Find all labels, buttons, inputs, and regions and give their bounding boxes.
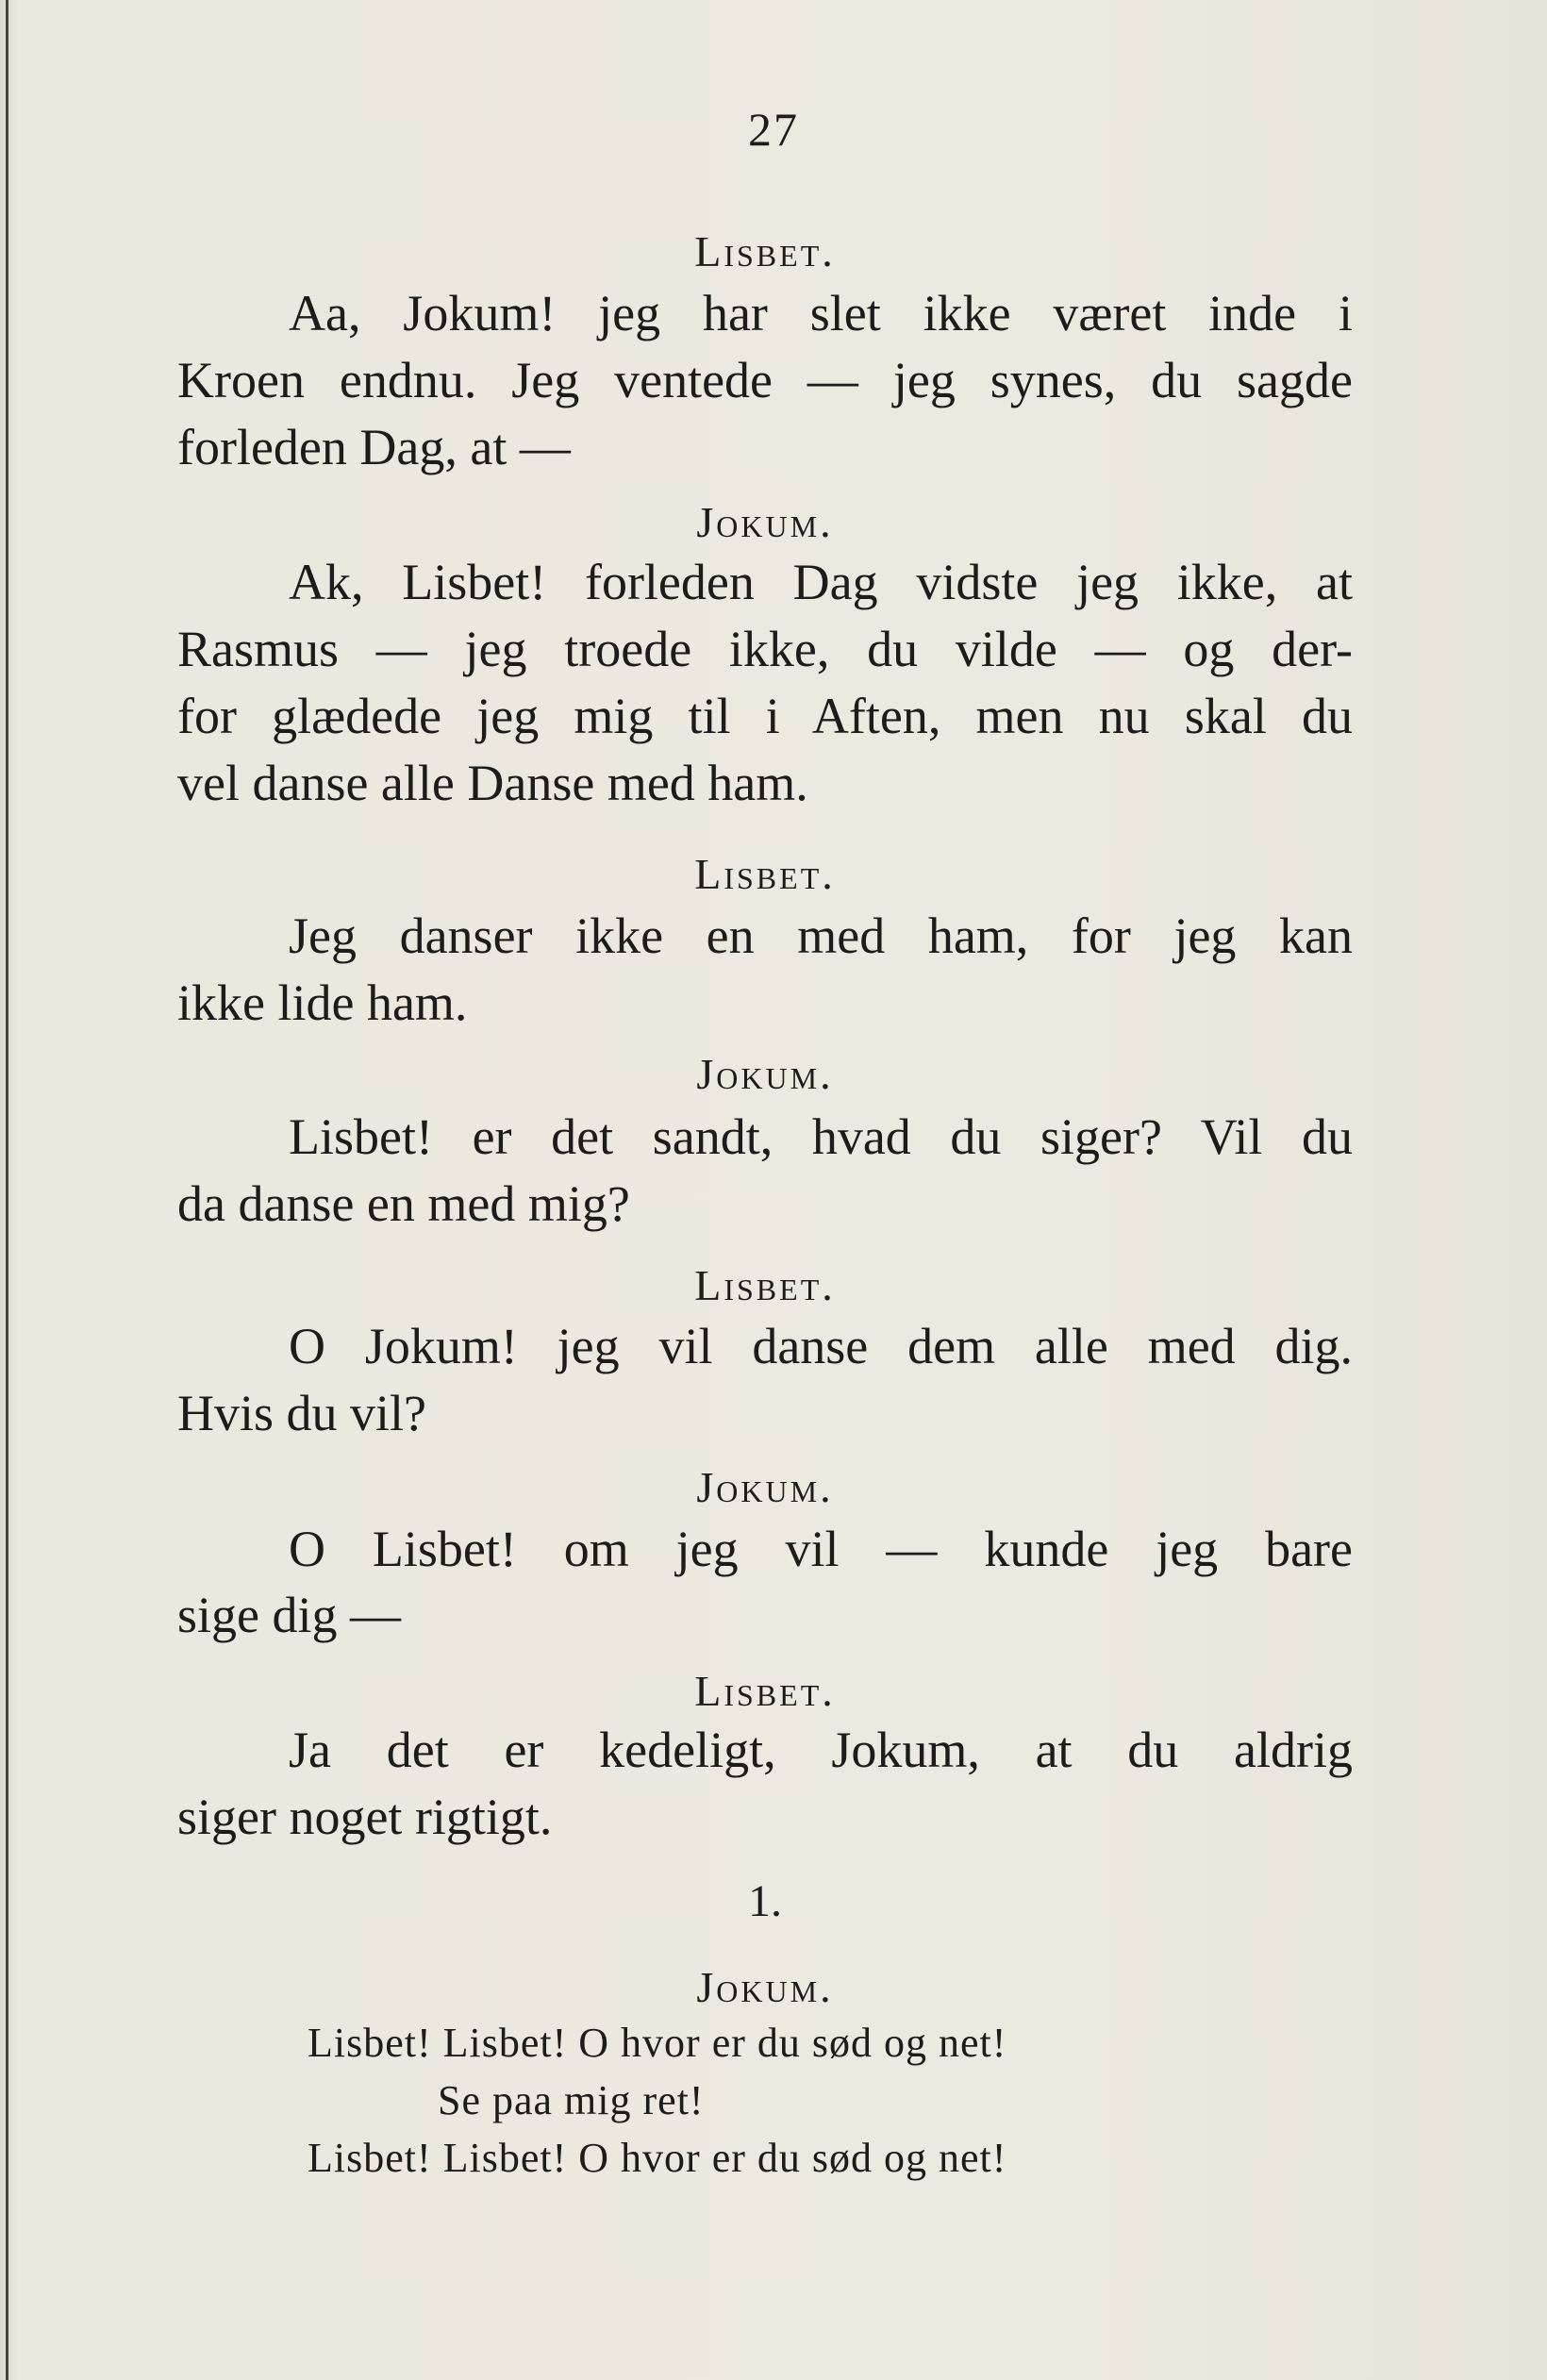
text-line: Rasmus — jeg troede ikke, du vilde — og der- <box>177 621 1353 677</box>
page-number: 27 <box>748 103 799 156</box>
text-line: ikke lide ham. <box>177 974 468 1031</box>
text-line: forleden Dag, at — <box>177 419 571 475</box>
text-line: Hvis du vil? <box>177 1385 426 1441</box>
speaker-name: Jokum. <box>696 498 834 546</box>
text-line: O Lisbet! om jeg vil — kunde jeg bare <box>289 1521 1353 1577</box>
text-line: siger noget rigtigt. <box>177 1789 553 1845</box>
page-edge-line <box>6 0 8 2380</box>
text-line: for glædede jeg mig til i Aften, men nu skal du <box>177 688 1353 744</box>
text-line: Ak, Lisbet! forleden Dag vidste jeg ikke, at <box>289 554 1353 610</box>
speaker-name: Jokum. <box>696 1463 834 1511</box>
text-line: Jeg danser ikke en med ham, for jeg kan <box>289 907 1353 964</box>
text-line: da danse en med mig? <box>177 1175 630 1232</box>
text-line: vel danse alle Danse med ham. <box>177 755 808 811</box>
verse-line: Lisbet! Lisbet! O hvor er du sød og net! <box>308 2020 1007 2066</box>
verse-line: Lisbet! Lisbet! O hvor er du sød og net! <box>308 2135 1007 2181</box>
speaker-name: Lisbet. <box>694 1261 836 1309</box>
text-line: O Jokum! jeg vil danse dem alle med dig. <box>289 1318 1353 1374</box>
speaker-name: Jokum. <box>696 1050 834 1098</box>
verse-line: Se paa mig ret! <box>438 2077 705 2123</box>
song-number: 1. <box>748 1876 782 1926</box>
text-line: Ja det er kedeligt, Jokum, at du aldrig <box>289 1722 1353 1778</box>
text-line: Aa, Jokum! jeg har slet ikke været inde i <box>289 285 1353 341</box>
text-line: Kroen endnu. Jeg ventede — jeg synes, du sagde <box>177 352 1353 408</box>
speaker-name: Jokum. <box>696 1963 834 2011</box>
speaker-name: Lisbet. <box>694 1667 836 1715</box>
text-line: Lisbet! er det sandt, hvad du siger? Vil du <box>289 1108 1353 1165</box>
speaker-name: Lisbet. <box>694 850 836 898</box>
speaker-name: Lisbet. <box>694 227 836 275</box>
text-line: sige dig — <box>177 1587 401 1643</box>
